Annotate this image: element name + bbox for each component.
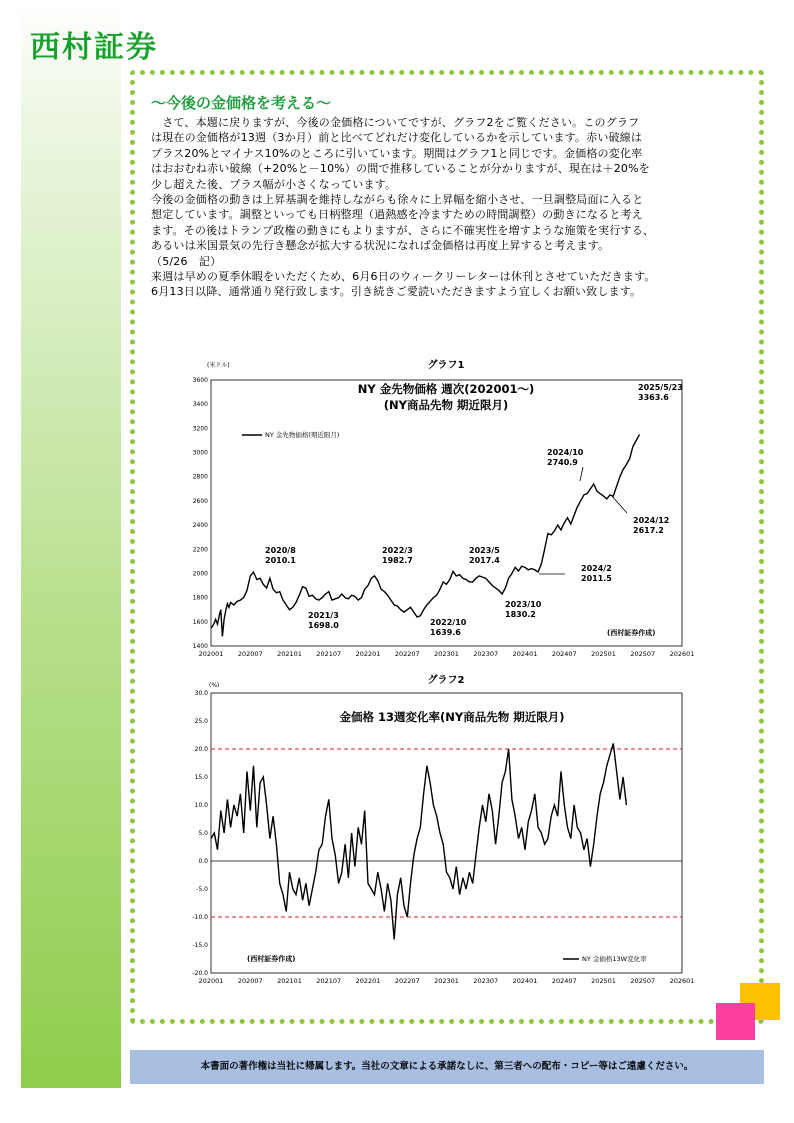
article-line: ます。その後はトランプ政権の動きにもよりますが、さらに不確実性を増すような施策を実行する、 — [151, 223, 655, 237]
annotation-value: 1982.7 — [382, 556, 413, 565]
y-tick-label: 2000 — [192, 570, 208, 578]
x-tick-label: 202601 — [669, 650, 695, 658]
y-tick-label: 1600 — [192, 618, 208, 626]
x-tick-label: 202307 — [473, 977, 499, 985]
x-tick-label: 202401 — [512, 977, 538, 985]
x-tick-label: 202207 — [394, 977, 420, 985]
annotation-value: 2010.1 — [265, 556, 296, 565]
y-tick-label: 20.0 — [194, 746, 208, 753]
y-tick-label: 1400 — [192, 643, 208, 650]
y-tick-label: 3600 — [192, 377, 208, 384]
x-tick-label: 202007 — [237, 650, 263, 658]
y-tick-label: 0.0 — [198, 858, 208, 865]
side-gradient-bar — [21, 0, 121, 1088]
x-tick-label: 202107 — [316, 977, 342, 985]
article-line: プラス20%とマイナス10%のところに引いています。期間はグラフ1と同じです。金価格の変化率 — [151, 146, 643, 160]
x-tick-label: 202407 — [551, 650, 577, 658]
source-note: (西村証券作成) — [247, 955, 296, 963]
article-body — [151, 115, 756, 300]
y-tick-label: 5.0 — [198, 830, 208, 837]
y-tick-label: 10.0 — [194, 802, 208, 809]
x-tick-label: 202507 — [630, 977, 656, 985]
y-tick-label: 3200 — [192, 425, 208, 433]
legend-label: NY 金価格13W変化率 — [582, 955, 647, 963]
x-tick-label: 202401 — [512, 650, 538, 658]
x-tick-label: 202207 — [394, 650, 420, 658]
plot-area — [211, 693, 682, 973]
y-tick-label: -5.0 — [196, 886, 208, 893]
copyright-footer: 本書面の著作権は当社に帰属します。当社の文章による承諾なしに、第三者への配布・コピー等はご遠慮ください。 — [130, 1050, 764, 1084]
y-tick-label: 3400 — [192, 401, 208, 409]
chart-caption: グラフ2 — [427, 675, 465, 686]
chart-caption: グラフ1 — [427, 360, 465, 371]
y-tick-label: 1800 — [192, 594, 208, 602]
annotation-date: 2020/8 — [265, 546, 296, 555]
gold-price-chart — [187, 355, 697, 660]
x-tick-label: 202501 — [591, 977, 616, 985]
chart-title: NY 金先物価格 週次(202001～) — [357, 382, 535, 396]
y-axis-unit: (米ドル) — [207, 362, 230, 369]
x-tick-label: 202101 — [277, 977, 302, 985]
y-tick-label: 2400 — [192, 522, 208, 530]
article-heading: ～今後の金価格を考える～ — [151, 94, 332, 112]
annotation-value: 2017.4 — [469, 556, 500, 565]
annotation-date: 2022/10 — [430, 618, 467, 627]
annotation-date: 2025/5/23 — [638, 383, 683, 392]
x-tick-label: 202501 — [591, 650, 616, 658]
y-tick-label: 30.0 — [194, 690, 208, 697]
x-tick-label: 202201 — [355, 977, 381, 985]
x-tick-label: 202407 — [551, 977, 577, 985]
article-line: 今後の金価格の動きは上昇基調を維持しながらも徐々に上昇幅を縮小させ、一旦調整局面に入ると — [151, 193, 644, 207]
x-tick-label: 202201 — [355, 650, 381, 658]
brand-logo: 西村証券 — [30, 30, 158, 65]
article-line: 来週は早めの夏季休暇をいただくため、6月6日のウィークリーレターは休刊とさせていただきます。 — [151, 270, 656, 284]
x-tick-label: 202301 — [434, 977, 459, 985]
article-line: 想定しています。調整といっても日柄整理（過熱感を冷ますための時間調整）の動きになると考え — [151, 208, 643, 222]
article-line: さて、本題に戻りますが、今後の金価格についてですが、グラフ2をご覧ください。このグラフ — [151, 116, 640, 129]
annotation-value: 1698.0 — [308, 621, 339, 630]
article-line: （5/26 記） — [151, 254, 222, 268]
x-tick-label: 202001 — [198, 650, 224, 658]
annotation-value: 1830.2 — [505, 610, 536, 619]
x-tick-label: 202107 — [316, 650, 342, 658]
annotation-date: 2024/2 — [581, 564, 612, 573]
annotation-date: 2024/10 — [547, 448, 584, 457]
x-tick-label: 202507 — [630, 650, 656, 658]
y-tick-label: 25.0 — [194, 718, 208, 725]
article-line: 少し超えた後、プラス幅が小さくなっています。 — [151, 177, 397, 191]
chart-subtitle: (NY商品先物 期近限月) — [383, 398, 509, 412]
gold-13w-change-chart — [187, 672, 697, 990]
x-tick-label: 202301 — [434, 650, 459, 658]
annotation-value: 2740.9 — [547, 458, 578, 467]
y-tick-label: 3000 — [192, 449, 208, 457]
annotation-value: 2617.2 — [633, 526, 664, 535]
annotation-date: 2023/5 — [469, 546, 500, 555]
plot-area — [211, 380, 682, 646]
annotation-value: 1639.6 — [430, 628, 461, 637]
annotation-date: 2023/10 — [505, 600, 542, 609]
annotation-value: 2011.5 — [581, 574, 612, 583]
y-tick-label: 2800 — [192, 473, 208, 481]
article-line: あるいは米国景気の先行き懸念が拡大する状況になれば金価格は再度上昇すると考えます。 — [151, 239, 610, 253]
legend-label: NY 金先物価格(期近限月) — [265, 431, 340, 439]
y-tick-label: -10.0 — [192, 914, 208, 921]
x-tick-label: 202001 — [198, 977, 224, 985]
x-tick-label: 202307 — [473, 650, 499, 658]
y-tick-label: 15.0 — [194, 774, 208, 781]
y-tick-label: -20.0 — [192, 970, 208, 977]
annotation-date: 2022/3 — [382, 546, 413, 555]
chart-title: 金価格 13週変化率(NY商品先物 期近限月) — [339, 710, 565, 724]
x-tick-label: 202101 — [277, 650, 302, 658]
y-tick-label: -15.0 — [192, 942, 208, 949]
annotation-date: 2024/12 — [633, 516, 670, 525]
annotation-date: 2021/3 — [308, 611, 339, 620]
x-tick-label: 202601 — [669, 977, 695, 985]
article-line: はおおむね赤い破線（+20%と－10%）の間で推移していることが分かりますが、現在は＋20%を — [151, 162, 650, 176]
source-note: (西村証券作成) — [607, 629, 656, 637]
article-line: は現在の金価格が13週（3か月）前と比べてどれだけ変化しているかを示しています。赤い破線は — [151, 131, 643, 145]
y-tick-label: 2600 — [192, 497, 208, 505]
x-tick-label: 202007 — [237, 977, 263, 985]
annotation-value: 3363.6 — [638, 393, 669, 402]
y-axis-unit: (%) — [209, 682, 220, 689]
y-tick-label: 2200 — [192, 546, 208, 554]
decor-square-pink — [716, 1003, 755, 1040]
article-line: 6月13日以降、通常通り発行致します。引き続きご愛読いただきますよう宜しくお願い致します。 — [151, 285, 642, 299]
